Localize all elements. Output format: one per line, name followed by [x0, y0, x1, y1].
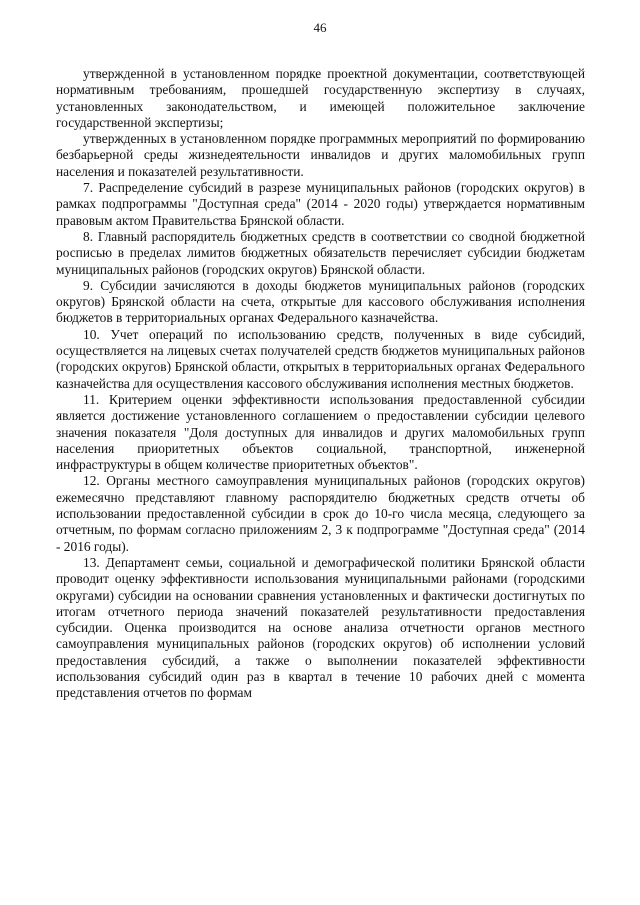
document-body — [56, 66, 585, 702]
paragraph-design-documentation: утвержденной в установленном порядке проектной документации, соответствующей нормативным требованиям, прошедшей государственную экспертизу в случаях, установленных законодательством, и имеющей положительное заключение государственной экспертизы; — [56, 66, 585, 130]
page-number: 46 — [313, 20, 327, 35]
paragraph-11-efficiency-criterion: 11. Критерием оценки эффективности использования предоставленной субсидии является достижение установленного соглашением о предоставлении субсидии целевого значения показателя "Доля доступных для инвалидов и других маломобильных групп населения приоритетных объектов социальной, транспортной, инженерной инфраструктуры в общем количестве приоритетных объектов". — [56, 391, 585, 473]
paragraph-7-distribution: 7. Распределение субсидий в разрезе муниципальных районов (городских округов) в рамках подпрограммы "Доступная среда" (2014 - 2020 годы) утверждается нормативным правовым актом Правительства Брянской области. — [56, 180, 585, 228]
paragraph-12-reporting: 12. Органы местного самоуправления муниципальных районов (городских округов) ежемесячно представляют главному распорядителю бюджетных средств отчеты об использовании предоставленной субсидии в срок до 10-го числа месяца, следующего за отчетным, по формам согласно приложениям 2, 3 к подпрограмме "Доступная среда" (2014 - 2016 годы). — [56, 473, 585, 554]
paragraph-program-measures: утвержденных в установленном порядке программных мероприятий по формированию безбарьерной среды жизнедеятельности инвалидов и других маломобильных групп населения и показателей результативности. — [56, 131, 585, 179]
paragraph-10-accounting: 10. Учет операций по использованию средств, полученных в виде субсидий, осуществляется на лицевых счетах получателей средств бюджетов муниципальных районов (городских округов) Брянской области, открытых в территориальных органах Федерального казначейства для осуществления кассового обслуживания исполнения местных бюджетов. — [56, 326, 585, 391]
paragraph-8-main-manager: 8. Главный распорядитель бюджетных средств в соответствии со сводной бюджетной росписью в пределах лимитов бюджетных обязательств перечисляет субсидии бюджетам муниципальных районов (городских округов) Брянской области. — [56, 228, 585, 277]
paragraph-9-crediting: 9. Субсидии зачисляются в доходы бюджетов муниципальных районов (городских округов) Брянской области на счета, открытые для кассового обслуживания исполнения бюджетов в территориальных органах Федерального казначейства. — [56, 277, 585, 326]
paragraph-13-evaluation: 13. Департамент семьи, социальной и демографической политики Брянской области проводит оценку эффективности использования муниципальными районами (городскими округами) субсидии на основании сравнения установленных и фактически достигнутых по итогам отчетного периода значений показателей результативности предоставления субсидии. Оценка производится на основе анализа отчетности органов местного самоуправления муниципальных районов (городских округов) об исполнении условий предоставления субсидий, а также о выполнении показателей эффективности использования субсидий один раз в квартал в течение 10 рабочих дней с момента представления отчетов по формам — [56, 554, 585, 701]
